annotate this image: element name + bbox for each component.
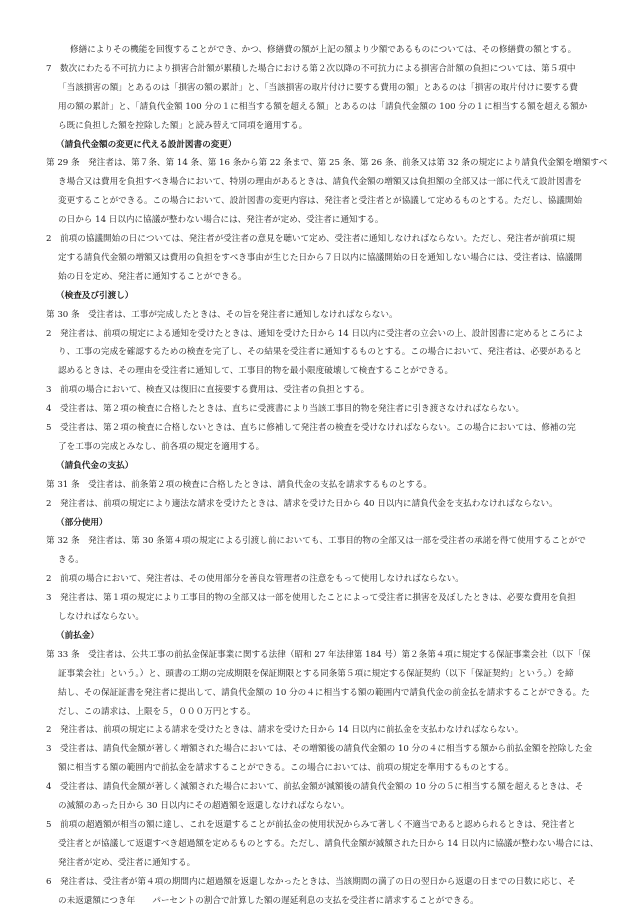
section-heading: （部分使用） [56, 517, 108, 528]
text-line: 了を工事の完成とみなし、前各項の規定を適用する。 [58, 441, 265, 452]
section-heading: （前払金） [56, 630, 99, 641]
paragraph-2: 2 発注者は、前項の規定による請求を受けたときは、請求を受けた日から 14 日以内に前払金を支払わなければならない。 [46, 725, 524, 736]
text-line: り、工事の完成を確認するための検査を完了し、その結果を受注者に通知するものとする。この場合において、発注者は、必要があると [58, 347, 583, 358]
text-line: の日から 14 日以内に協議が整わない場合には、発注者が定め、受注者に通知する。 [58, 215, 384, 226]
text-line: 結し、その保証証書を発注者に提出して、請負代金額の 10 分の４に相当する額の範囲内で請負代金の前金払を請求することができる。た [58, 687, 590, 698]
text-line: ら既に負担した額を控除した額」と読み替えて同項を適用する。 [58, 120, 308, 131]
article-31: 第 31 条 受注者は、前条第２項の検査に合格したときは、請負代金の支払を請求するものとする。 [46, 479, 432, 490]
text-line: 変更することができる。この場合において、設計図書の変更内容は、発注者と受注者とが協議して定めるものとする。ただし、協議開始 [58, 196, 583, 207]
paragraph-3: 3 発注者は、第１項の規定により工事目的物の全部又は一部を使用したことによって受注者に損害を及ぼしたときは、必要な費用を負担 [46, 593, 576, 604]
text-line: 認めるときは、その理由を受注者に通知して、工事目的物を最小限度破壊して検査することができる。 [58, 366, 454, 377]
paragraph-4: 4 受注者は、請負代金額が著しく減額された場合において、前払金額が減額後の請負代金額の 10 分の５に相当する額を超えるときは、そ [46, 782, 584, 793]
paragraph-2: 2 前項の協議開始の日については、発注者が受注者の意見を聴いて定め、受注者に通知しなければならない。ただし、発注者が前項に規 [46, 234, 576, 244]
text-line: 用の額の累計」と、「請負代金額 100 分の１に相当する額を超える額」とあるのは「請負代金額の 100 分の１に相当する額を超える額か [58, 101, 588, 112]
section-heading: （検査及び引渡し） [56, 290, 134, 301]
text-line: だし、この請求は、上限を５，０００万円とする。 [58, 706, 256, 717]
text-line: の減額のあった日から 30 日以内にその超過額を返還しなければならない。 [58, 801, 350, 811]
section-heading: （請負代金額の変更に代える設計図書の変更） [56, 139, 237, 150]
article-29: 第 29 条 発注者は、第７条、第 14 条、第 16 条から第 22 条まで、第 25 条、第 26 条、前条又は第 32 条の規定により請負代金額を増額すべ [46, 158, 608, 169]
article-30: 第 30 条 受注者は、工事が完成したときは、その旨を発注者に通知しなければならない。 [46, 309, 398, 320]
section-heading: （請負代金の支払） [56, 460, 134, 471]
text-line: 受注者とが協議して返還すべき超過額を定めるものとする。ただし、請負代金額が減額された日から 14 日以内に協議が整わない場合には、 [58, 838, 599, 849]
text-line: しなければならない。 [58, 612, 144, 622]
paragraph-2: 2 前項の場合において、発注者は、その使用部分を善良な管理者の注意をもって使用しなければならない。 [46, 574, 464, 585]
text-line: 発注者が定め、受注者に通知する。 [58, 857, 196, 868]
text-line: の未返還額につき年 パーセントの割合で計算した額の遅延利息の支払を受注者に請求することができる。 [58, 895, 479, 906]
text-line: 修繕によりその機能を回復することができ、かつ、修繕費の額が上記の額より少額であるものについては、その修繕費の額とする。 [70, 45, 577, 55]
article-32: 第 32 条 発注者は、第 30 条第４項の規定による引渡し前においても、工事目的物の全部又は一部を受注者の承諾を得て使用することがで [46, 536, 586, 547]
text-line: 定する請負代金額の増額又は費用の負担をすべき事由が生じた日から７日以内に協議開始の日を通知しない場合には、受注者は、協議開 [58, 252, 583, 263]
paragraph-4: 4 受注者は、第２項の検査に合格したときは、直ちに受渡書により当該工事目的物を発注者に引き渡さなければならない。 [46, 404, 525, 415]
paragraph-6: 6 発注者は、受注者が第４項の期間内に超過額を返還しなかったときは、当該期間の満了の日の翌日から返還の日までの日数に応じ、そ [46, 876, 576, 887]
paragraph-5: 5 前項の超過額が相当の額に達し、これを返還することが前払金の使用状況からみて著しく不適当であると認められるときは、発注者と [46, 819, 576, 830]
text-line: き場合又は費用を負担すべき場合において、特別の理由があるときは、請負代金額の増額又は負担額の全部又は一部に代えて設計図書を [58, 177, 582, 188]
paragraph-3: 3 受注者は、請負代金額が著しく増額された場合においては、その増額後の請負代金額の 10 分の４に相当する額から前払金額を控除した金 [46, 744, 593, 755]
text-line: 証事業会社」という。）と、頭書の工期の完成期限を保証期限とする同条第５項に規定する保証契約（以下「保証契約」という。）を締 [58, 668, 574, 679]
paragraph-7: 7 数次にわたる不可抗力により損害合計額が累積した場合における第２次以降の不可抗力による損害合計額の負担については、第５項中 [46, 63, 576, 74]
paragraph-5: 5 受注者は、第２項の検査に合格しないときは、直ちに修補して発注者の検査を受けなければならない。この場合においては、修補の完 [46, 423, 576, 433]
paragraph-3: 3 前項の場合において、検査又は復旧に直接要する費用は、受注者の負担とする。 [46, 385, 370, 396]
article-33: 第 33 条 受注者は、公共工事の前払金保証事業に関する法律（昭和 27 年法律第 184 号）第２条第４項に規定する保証事業会社（以下「保 [46, 649, 591, 660]
paragraph-2: 2 発注者は、前項の規定により適法な請求を受けたときは、請求を受けた日から 40 日以内に請負代金を支払わなければならない。 [46, 498, 558, 509]
text-line: 「当該損害の額」とあるのは「損害の額の累計」と、「当該損害の取片付けに要する費用の額」とあるのは「損害の取片付けに要する費 [58, 82, 578, 93]
text-line: きる。 [58, 555, 84, 566]
paragraph-2: 2 発注者は、前項の規定による通知を受けたときは、通知を受けた日から 14 日以内に受注者の立会いの上、設計図書に定めるところによ [46, 328, 584, 339]
text-line: 始の日を定め、発注者に通知することができる。 [58, 271, 247, 282]
text-line: 額に相当する額の範囲内で前払金を請求することができる。この場合においては、前項の規定を準用するものとする。 [58, 763, 514, 774]
